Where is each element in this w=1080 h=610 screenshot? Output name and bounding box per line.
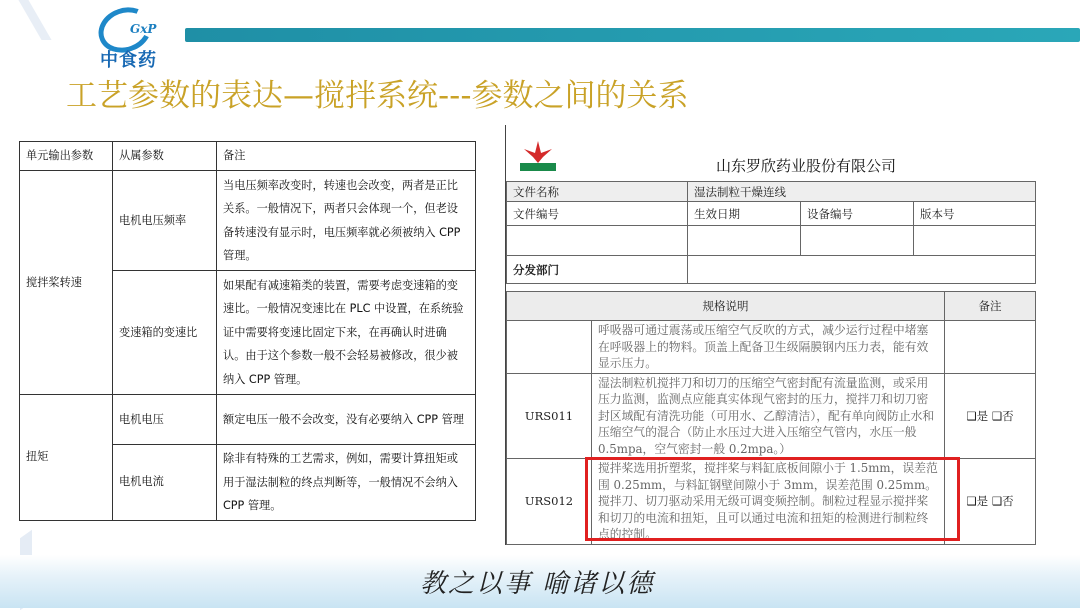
note-cell: 当电压频率改变时，转速也会改变，两者是正比关系。一般情况下，两者只会体现一个，但老设备转速没有显示时，电压频率就必须被纳入 CPP 管理。 <box>217 171 476 271</box>
distribution-label: 分发部门 <box>507 256 688 284</box>
param-cell: 变速箱的变速比 <box>113 271 217 395</box>
note-cell: 额定电压一般不会改变，没有必要纳入 CPP 管理 <box>217 395 476 445</box>
col-header: 备注 <box>217 142 476 171</box>
remark-cell: ❑是 ❑否 <box>945 373 1036 459</box>
company-logo <box>88 6 178 71</box>
company-name: 山东罗欣药业股份有限公司 <box>715 157 896 175</box>
highlight-box <box>585 457 960 541</box>
footer-slogan: 教之以事 喻诸以德 <box>420 569 655 599</box>
remark-cell: ❑是 ❑否 <box>945 459 1036 545</box>
meta-header: 文件编号 <box>507 202 688 226</box>
meta-header: 版本号 <box>914 202 1036 226</box>
spec-id <box>507 321 592 374</box>
doc-header-table <box>506 181 1036 284</box>
meta-header: 设备编号 <box>801 202 914 226</box>
spec-id: URS012 <box>507 459 592 545</box>
file-name-value: 湿法制粒干燥连线 <box>688 182 1036 202</box>
spec-text: 搅拌桨选用折塑浆，搅拌桨与料缸底板间隙小于 1.5mm，误差范围 0.25mm，与料缸钢壁间隙小于 3mm，误差范围 0.25mm。搅拌刀、切刀驱动采用无级可调变频控制。制粒过程显示搅拌桨和切刀的电流和扭矩，且可以通过电流和扭矩的检测进行制粒终点的控制。 <box>592 459 945 545</box>
slide-title: 工艺参数的表达—搅拌系统---参数之间的关系 <box>66 78 689 114</box>
param-cell: 电机电压 <box>113 395 217 445</box>
spec-header: 规格说明 <box>507 292 945 321</box>
logo-mark: GxP <box>130 22 157 36</box>
note-cell: 除非有特殊的工艺需求，例如，需要计算扭矩或用于湿法制粒的终点判断等，一般情况不会纳入 CPP 管理。 <box>217 445 476 521</box>
remark-header: 备注 <box>945 292 1036 321</box>
meta-header: 生效日期 <box>688 202 801 226</box>
param-cell: 电机电压频率 <box>113 171 217 271</box>
spec-text: 呼吸器可通过震荡或压缩空气反吹的方式，减少运行过程中堵塞在呼吸器上的物料。顶盖上配备卫生级隔膜钢内压力表，能有效显示压力。 <box>592 321 945 374</box>
group-label: 扭矩 <box>20 395 113 521</box>
col-header: 单元输出参数 <box>20 142 113 171</box>
parameter-table <box>19 141 476 521</box>
logo-brand: 中食药 <box>100 50 157 71</box>
header-bar <box>185 28 1080 42</box>
group-label: 搅拌桨转速 <box>20 171 113 395</box>
spec-id: URS011 <box>507 373 592 459</box>
spec-text: 湿法制粒机搅拌刀和切刀的压缩空气密封配有流量监测，或采用压力监测，监测点应能真实体现气密封的压力，搅拌刀和切刀密封区域配有清洗功能（可用水、乙醇清洁），配有单向阀防止水和压缩空气的混合（防止水压过大进入压缩空气管内，水压一般 0.5mpa，空气密封一般 0.2mpa。） <box>592 373 945 459</box>
note-cell: 如果配有减速箱类的装置，需要考虑变速箱的变速比。一般情况变速比在 PLC 中设置，在系统验证中需要将变速比固定下来，在再确认时进确认。由于这个参数一般不会轻易被修改，很少被纳入 CPP 管理。 <box>217 271 476 395</box>
remark-cell <box>945 321 1036 374</box>
file-name-label: 文件名称 <box>507 182 688 202</box>
param-cell: 电机电流 <box>113 445 217 521</box>
col-header: 从属参数 <box>113 142 217 171</box>
